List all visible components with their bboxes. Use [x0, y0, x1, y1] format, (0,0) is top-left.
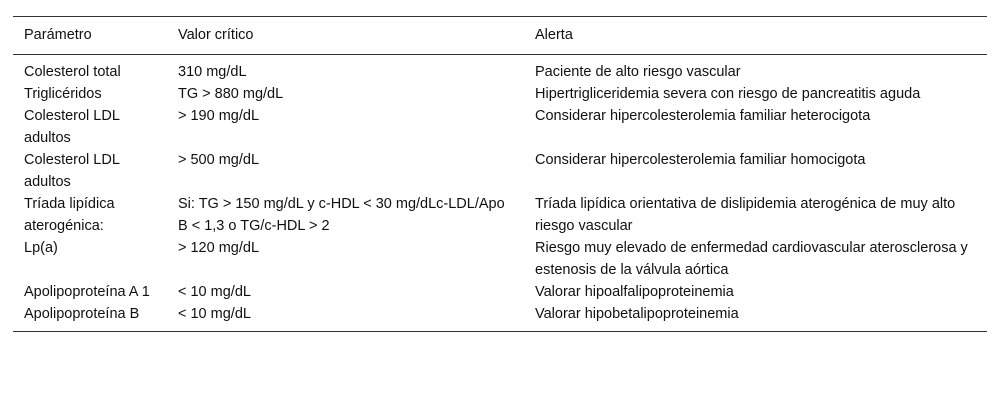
table-row	[13, 193, 987, 237]
cell-parametro: Colesterol total	[24, 64, 121, 80]
table-row	[13, 105, 987, 149]
header-valor-critico: Valor crítico	[178, 27, 254, 43]
cell-parametro: Lp(a)	[24, 240, 58, 256]
table-row	[13, 83, 987, 105]
table-row	[13, 281, 987, 303]
table-header	[13, 17, 987, 55]
cell-parametro: Colesterol LDL adultos	[24, 152, 120, 190]
cell-valor-critico: TG > 880 mg/dL	[178, 86, 284, 102]
header-alerta: Alerta	[535, 27, 573, 43]
cell-valor-critico: > 500 mg/dL	[178, 152, 260, 168]
cell-alerta: Riesgo muy elevado de enfermedad cardiovascular aterosclerosa y estenosis de la válvula aórtica	[535, 240, 968, 278]
table-body	[13, 55, 987, 332]
cell-valor-critico: 310 mg/dL	[178, 64, 247, 80]
cell-valor-critico: < 10 mg/dL	[178, 306, 251, 322]
cell-parametro: Colesterol LDL adultos	[24, 108, 120, 146]
cell-parametro: Apolipoproteína B	[24, 306, 140, 322]
cell-alerta: Valorar hipobetalipoproteinemia	[535, 306, 739, 322]
cell-parametro: Tríada lipídica aterogénica:	[24, 196, 115, 234]
cell-valor-critico: < 10 mg/dL	[178, 284, 251, 300]
critical-values-table	[13, 16, 987, 332]
critical-values-table-container	[13, 16, 987, 332]
cell-alerta: Considerar hipercolesterolemia familiar heterocigota	[535, 108, 871, 124]
cell-alerta: Hipertrigliceridemia severa con riesgo de pancreatitis aguda	[535, 86, 921, 102]
table-row	[13, 303, 987, 332]
table-row	[13, 55, 987, 84]
cell-parametro: Apolipoproteína A 1	[24, 284, 150, 300]
header-parametro: Parámetro	[24, 27, 92, 43]
cell-valor-critico: > 190 mg/dL	[178, 108, 260, 124]
cell-alerta: Valorar hipoalfalipoproteinemia	[535, 284, 734, 300]
cell-valor-critico: > 120 mg/dL	[178, 240, 260, 256]
cell-alerta: Tríada lipídica orientativa de dislipidemia aterogénica de muy alto riesgo vascular	[535, 196, 956, 234]
cell-alerta: Considerar hipercolesterolemia familiar homocigota	[535, 152, 866, 168]
cell-alerta: Paciente de alto riesgo vascular	[535, 64, 741, 80]
table-row	[13, 237, 987, 281]
cell-valor-critico: Si: TG > 150 mg/dL y c-HDL < 30 mg/dLc-LDL/Apo B < 1,3 o TG/c-HDL > 2	[178, 196, 505, 234]
cell-parametro: Triglicéridos	[24, 86, 102, 102]
table-row	[13, 149, 987, 193]
table-header-row	[13, 17, 987, 55]
